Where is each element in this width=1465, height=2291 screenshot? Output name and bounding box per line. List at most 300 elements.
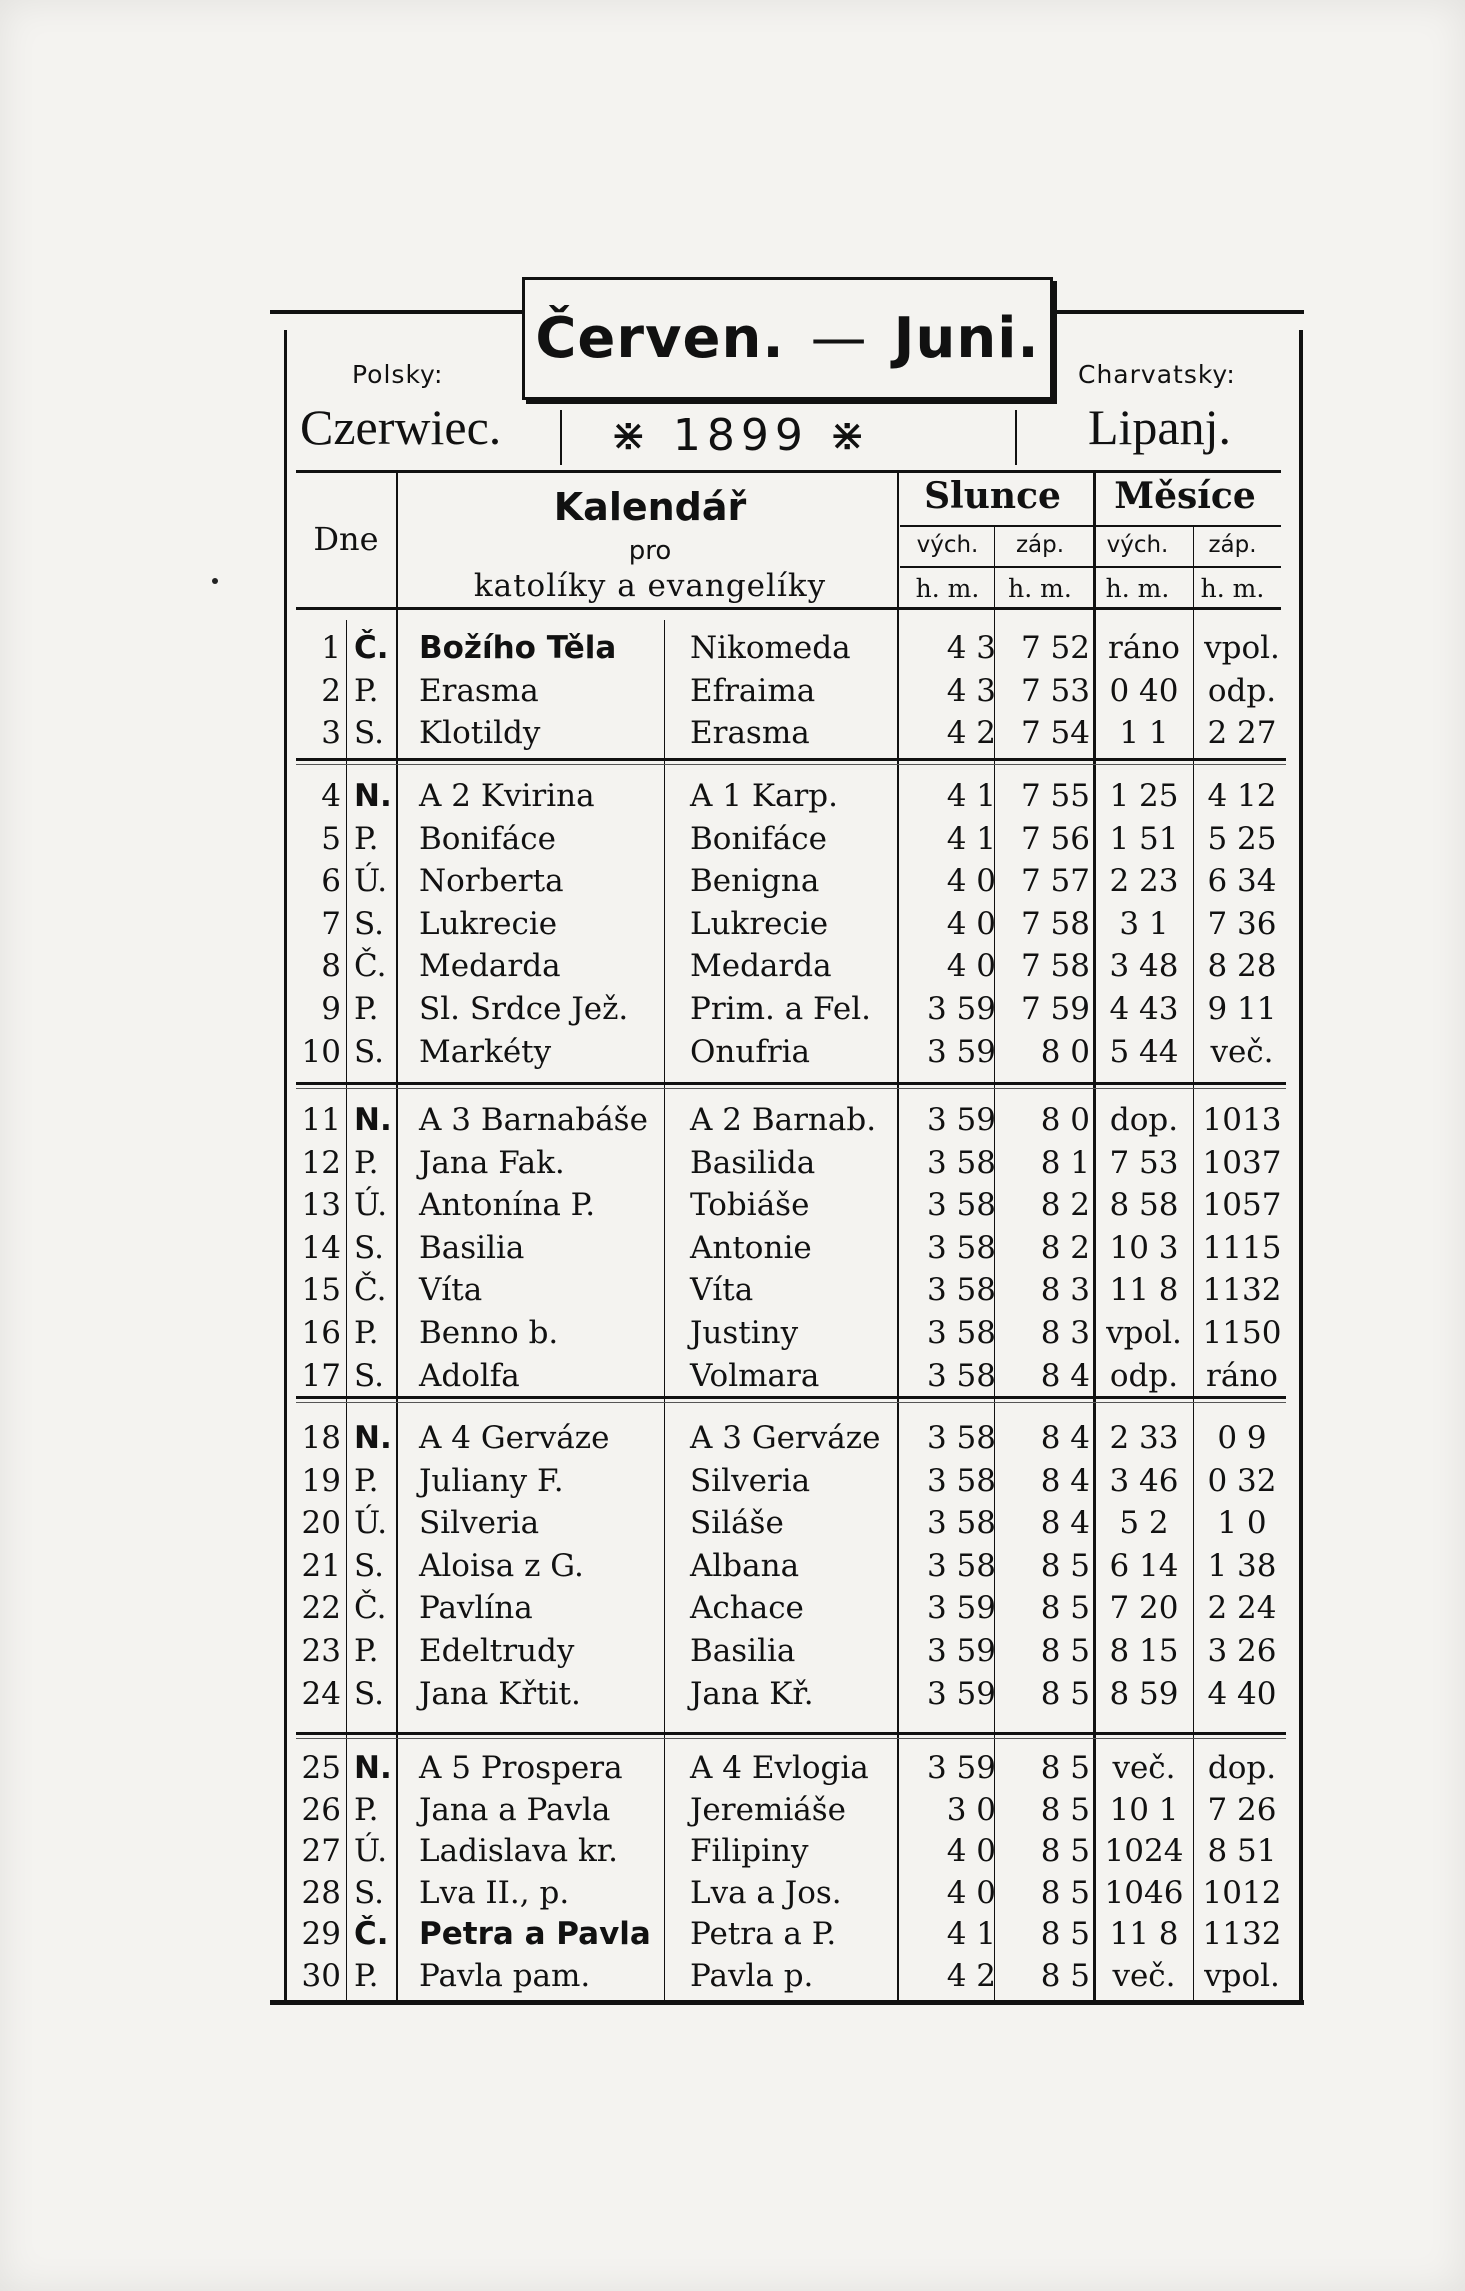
catholic-saint: A 3 Barnabáše (419, 1102, 648, 1138)
calendar-row (296, 671, 1286, 713)
moonset: 6 34 (1207, 863, 1277, 900)
weekday: P. (354, 1791, 379, 1828)
calendar-row (296, 1631, 1286, 1673)
catholic-saint: Ladislava kr. (419, 1833, 619, 1869)
calendar-row (296, 1356, 1286, 1398)
weekday: Ú. (354, 1833, 388, 1869)
day-number: 19 (301, 1462, 341, 1499)
evangelical-saint: Erasma (690, 715, 810, 751)
catholic-saint: Sl. Srdce Jež. (419, 991, 629, 1027)
evangelical-saint: Petra a P. (690, 1916, 837, 1952)
moonset: več. (1210, 1033, 1274, 1070)
year: ⋇ 1899 ⋇ (610, 410, 872, 461)
header-rule (296, 470, 1281, 473)
day-number: 14 (301, 1229, 341, 1266)
catholic-saint: Silveria (419, 1505, 540, 1542)
evangelical-saint: Nikomeda (690, 630, 851, 666)
sunset: 8 5 (1040, 1957, 1090, 1994)
catholic-saint: Petra a Pavla (419, 1916, 651, 1952)
weekday: P. (354, 820, 379, 857)
catholic-saint: Basilia (419, 1229, 525, 1266)
catholic-saint: Lukrecie (419, 905, 558, 942)
day-number: 4 (321, 778, 341, 814)
weekday: N. (354, 778, 392, 814)
week-separator (296, 758, 1286, 761)
catholic-saint: Pavla pam. (419, 1957, 591, 1994)
sun-moon-subrule (900, 525, 1281, 527)
calendar-row (296, 1461, 1286, 1503)
evangelical-saint: Achace (690, 1590, 804, 1627)
sunset: 8 4 (1040, 1357, 1090, 1394)
catholic-saint: A 4 Gerváze (419, 1420, 610, 1456)
moonset: 2 24 (1207, 1590, 1277, 1627)
sunrise: 3 59 (926, 1750, 996, 1786)
evangelical-saint: Basilida (690, 1144, 816, 1181)
sunrise: 4 3 (946, 672, 996, 709)
moonrise: 8 59 (1109, 1675, 1179, 1712)
moonrise: 2 33 (1109, 1420, 1179, 1456)
col-calendar-sub: katolíky a evangelíky (473, 568, 827, 604)
sunset: 8 2 (1040, 1187, 1090, 1224)
day-number: 13 (301, 1187, 341, 1224)
sunset: 8 4 (1040, 1420, 1090, 1456)
weekday: N. (354, 1750, 392, 1786)
evangelical-saint: Basilia (690, 1633, 796, 1669)
day-number: 24 (301, 1675, 341, 1712)
sunset: 8 5 (1040, 1547, 1090, 1584)
evangelical-saint: Medarda (690, 948, 832, 985)
moonset: ráno (1206, 1357, 1278, 1394)
sunset: 7 52 (1020, 630, 1090, 666)
moonrise: 2 23 (1109, 863, 1179, 900)
sunset: 8 4 (1040, 1505, 1090, 1542)
header-bottom-rule (296, 607, 1281, 610)
calendar-row (296, 1831, 1286, 1873)
sunset: 8 5 (1040, 1874, 1090, 1911)
unit-moon-rise: h. m. (1105, 574, 1170, 603)
moonrise: 0 40 (1109, 672, 1179, 709)
sunset: 8 5 (1040, 1590, 1090, 1627)
catholic-saint: A 2 Kvirina (419, 778, 595, 814)
moonrise: 3 46 (1109, 1462, 1179, 1499)
moonset: vpol. (1204, 630, 1280, 666)
weekday: S. (354, 1874, 384, 1911)
moonset: 1 38 (1207, 1547, 1277, 1584)
unit-sun-set: h. m. (1008, 574, 1072, 603)
evangelical-saint: Víta (690, 1272, 754, 1309)
calendar-row (296, 1100, 1286, 1142)
moonrise: 10 3 (1109, 1229, 1179, 1266)
sunrise: 3 59 (926, 1675, 996, 1712)
moonrise: 8 15 (1109, 1633, 1179, 1669)
day-number: 20 (301, 1505, 341, 1542)
sunrise: 3 58 (926, 1462, 996, 1499)
moonset: 9 11 (1207, 991, 1277, 1027)
moonset: 4 12 (1207, 778, 1277, 814)
calendar-row (296, 713, 1286, 755)
sunset: 8 2 (1040, 1229, 1090, 1266)
day-number: 10 (301, 1033, 341, 1070)
evangelical-saint: Siláše (690, 1505, 784, 1542)
calendar-row (296, 628, 1286, 670)
sunrise: 4 0 (946, 948, 996, 985)
week-separator (296, 1402, 1286, 1403)
evangelical-saint: Silveria (690, 1462, 811, 1499)
weekday: P. (354, 1315, 379, 1351)
col-sun-rise: vých. (916, 532, 979, 558)
moonset: 1013 (1202, 1102, 1282, 1138)
col-day: Dne (313, 520, 379, 558)
calendar-row (296, 1032, 1286, 1074)
week-separator (296, 1732, 1286, 1735)
evangelical-saint: Jana Kř. (690, 1675, 814, 1712)
evangelical-saint: A 1 Karp. (690, 778, 838, 814)
sunrise: 3 59 (926, 1633, 996, 1669)
day-number: 9 (321, 991, 341, 1027)
sunset: 8 3 (1040, 1315, 1090, 1351)
calendar-row (296, 1674, 1286, 1716)
weekday: S. (354, 1547, 384, 1584)
weekday: S. (354, 1357, 384, 1394)
catholic-saint: Klotildy (419, 715, 541, 751)
catholic-saint: A 5 Prospera (419, 1750, 623, 1786)
sunset: 8 5 (1040, 1675, 1090, 1712)
calendar-row (296, 946, 1286, 988)
calendar-row (296, 1588, 1286, 1630)
title-month-de: Juni. (893, 306, 1040, 371)
evangelical-saint: Tobiáše (690, 1187, 810, 1224)
sunrise: 3 0 (946, 1791, 996, 1828)
sunset: 7 53 (1020, 672, 1090, 709)
stray-dot (212, 578, 218, 584)
sunrise: 4 3 (946, 630, 996, 666)
week-separator (296, 764, 1286, 765)
day-number: 8 (321, 948, 341, 985)
moonset: vpol. (1204, 1957, 1280, 1994)
weekday: S. (354, 715, 384, 751)
catholic-saint: Jana Fak. (419, 1144, 565, 1181)
table-bottom-rule (270, 2000, 1304, 2005)
moonrise: več. (1112, 1750, 1176, 1786)
weekday: Č. (354, 1916, 389, 1952)
moonrise: 5 44 (1109, 1033, 1179, 1070)
sunrise: 3 58 (926, 1229, 996, 1266)
catholic-saint: Adolfa (419, 1357, 520, 1394)
calendar-row (296, 776, 1286, 818)
moonset: 1132 (1202, 1272, 1282, 1309)
day-number: 29 (301, 1916, 341, 1952)
croatian-month: Lipanj. (1088, 399, 1232, 455)
moonrise: 4 43 (1109, 991, 1179, 1027)
sunset: 8 5 (1040, 1633, 1090, 1669)
title-box (522, 277, 1053, 400)
catholic-saint: Juliany F. (419, 1462, 564, 1499)
weekday: P. (354, 1144, 379, 1181)
calendar-row (296, 1270, 1286, 1312)
moonrise: 11 8 (1109, 1272, 1179, 1309)
moonrise: 7 20 (1109, 1590, 1179, 1627)
catholic-saint: Medarda (419, 948, 561, 985)
evangelical-saint: Jeremiáše (690, 1791, 846, 1828)
evangelical-saint: Onufria (690, 1033, 811, 1070)
sunrise: 4 2 (946, 715, 996, 751)
moonset: 1150 (1202, 1315, 1282, 1351)
calendar-row (296, 1748, 1286, 1790)
day-number: 28 (301, 1874, 341, 1911)
sunrise: 4 1 (946, 820, 996, 857)
calendar-row (296, 1313, 1286, 1355)
polish-month: Czerwiec. (300, 399, 502, 455)
moonrise: odp. (1109, 1357, 1179, 1394)
sunrise: 3 59 (926, 1033, 996, 1070)
sunset: 8 5 (1040, 1916, 1090, 1952)
moonset: 7 26 (1207, 1791, 1277, 1828)
sunset: 8 5 (1040, 1750, 1090, 1786)
sunset: 7 59 (1020, 991, 1090, 1027)
sunrise: 3 59 (926, 1590, 996, 1627)
moonrise: več. (1112, 1957, 1176, 1994)
sunset: 8 5 (1040, 1833, 1090, 1869)
day-number: 17 (301, 1357, 341, 1394)
moonset: 4 40 (1207, 1675, 1277, 1712)
evangelical-saint: Lva a Jos. (690, 1874, 842, 1911)
sunset: 8 0 (1040, 1102, 1090, 1138)
weekday: Č. (354, 1272, 387, 1309)
day-number: 22 (301, 1590, 341, 1627)
evangelical-saint: Lukrecie (690, 905, 829, 942)
moonset: 0 9 (1217, 1420, 1267, 1456)
weekday: P. (354, 1957, 379, 1994)
moonrise: 1 25 (1109, 778, 1179, 814)
sunrise: 3 58 (926, 1357, 996, 1394)
sunrise: 4 0 (946, 863, 996, 900)
title-month-cz: Červen. (535, 306, 785, 371)
polish-label: Polsky: (352, 360, 444, 389)
day-number: 21 (301, 1547, 341, 1584)
moonset: 5 25 (1207, 820, 1277, 857)
moonset: 1037 (1202, 1144, 1282, 1181)
calendar-row (296, 1418, 1286, 1460)
day-number: 5 (321, 820, 341, 857)
calendar-row (296, 1228, 1286, 1270)
sunset: 7 57 (1020, 863, 1090, 900)
calendar-row (296, 904, 1286, 946)
sunrise: 3 58 (926, 1272, 996, 1309)
catholic-saint: Norberta (419, 863, 564, 900)
day-number: 6 (321, 863, 341, 900)
unit-subrule (900, 566, 1281, 568)
weekday: P. (354, 1633, 379, 1669)
catholic-saint: Bonifáce (419, 820, 556, 857)
top-rule-right (1047, 310, 1304, 314)
weekday: N. (354, 1102, 392, 1138)
sunset: 8 5 (1040, 1791, 1090, 1828)
moonset: 7 36 (1207, 905, 1277, 942)
sunrise: 4 0 (946, 1874, 996, 1911)
catholic-saint: Pavlína (419, 1590, 533, 1627)
catholic-saint: Lva II., p. (419, 1874, 570, 1911)
year-rule-left (560, 410, 562, 465)
calendar-row (296, 1790, 1286, 1832)
sunset: 8 3 (1040, 1272, 1090, 1309)
sunset: 7 58 (1020, 948, 1090, 985)
sunrise: 4 0 (946, 1833, 996, 1869)
day-number: 15 (301, 1272, 341, 1309)
weekday: P. (354, 672, 379, 709)
moonrise: ráno (1108, 630, 1180, 666)
col-calendar-pro: pro (628, 536, 672, 566)
day-number: 25 (301, 1750, 341, 1786)
sunrise: 4 1 (946, 1916, 996, 1952)
sunrise: 3 58 (926, 1420, 996, 1456)
sunset: 7 54 (1020, 715, 1090, 751)
moonrise: 5 2 (1119, 1505, 1169, 1542)
evangelical-saint: Volmara (690, 1357, 820, 1394)
moonrise: 10 1 (1109, 1791, 1179, 1828)
sunset: 8 4 (1040, 1462, 1090, 1499)
sunrise: 3 58 (926, 1505, 996, 1542)
catholic-saint: Aloisa z G. (419, 1547, 584, 1584)
day-number: 27 (301, 1833, 341, 1869)
moonset: 1057 (1202, 1187, 1282, 1224)
moonset: 2 27 (1207, 715, 1277, 751)
evangelical-saint: Bonifáce (690, 820, 827, 857)
moonrise: 8 58 (1109, 1187, 1179, 1224)
day-number: 18 (301, 1420, 341, 1456)
week-separator (296, 1082, 1286, 1085)
catholic-saint: Benno b. (419, 1315, 559, 1351)
moonrise: 1046 (1104, 1874, 1184, 1911)
evangelical-saint: A 4 Evlogia (690, 1750, 869, 1786)
day-number: 30 (301, 1957, 341, 1994)
top-rule-left (270, 310, 522, 314)
col-sun-set: záp. (1015, 532, 1065, 558)
sunrise: 3 58 (926, 1187, 996, 1224)
weekday: Č. (354, 630, 389, 666)
week-separator (296, 1088, 1286, 1089)
moonrise: 1 51 (1109, 820, 1179, 857)
moonset: 0 32 (1207, 1462, 1277, 1499)
moonrise: 3 1 (1119, 905, 1169, 942)
moonset: dop. (1207, 1750, 1277, 1786)
moonrise: 1 1 (1119, 715, 1169, 751)
calendar-row (296, 1185, 1286, 1227)
catholic-saint: Markéty (419, 1033, 552, 1070)
moonset: 8 28 (1207, 948, 1277, 985)
evangelical-saint: Pavla p. (690, 1957, 814, 1994)
moonset: 1132 (1202, 1916, 1282, 1952)
weekday: P. (354, 991, 379, 1027)
weekday: S. (354, 1675, 384, 1712)
evangelical-saint: Prim. a Fel. (690, 991, 871, 1027)
catholic-saint: Jana Křtit. (419, 1675, 581, 1712)
weekday: Č. (354, 948, 387, 985)
catholic-saint: Víta (419, 1272, 483, 1309)
sunrise: 3 58 (926, 1315, 996, 1351)
catholic-saint: Božího Těla (419, 630, 617, 666)
calendar-row (296, 1503, 1286, 1545)
weekday: Ú. (354, 1505, 388, 1542)
unit-sun-rise: h. m. (915, 574, 980, 603)
calendar-row (296, 1873, 1286, 1915)
col-moon-set: záp. (1208, 532, 1257, 558)
day-number: 7 (321, 905, 341, 942)
moonset: 1012 (1202, 1874, 1282, 1911)
croatian-label: Charvatsky: (1078, 360, 1236, 389)
moonset: 3 26 (1207, 1633, 1277, 1669)
catholic-saint: Jana a Pavla (419, 1791, 611, 1828)
evangelical-saint: Antonie (690, 1229, 812, 1266)
sunrise: 4 1 (946, 778, 996, 814)
moonrise: 3 48 (1109, 948, 1179, 985)
col-calendar-title: Kalendář (553, 485, 747, 529)
evangelical-saint: A 3 Gerváze (690, 1420, 881, 1456)
calendar-row (296, 1143, 1286, 1185)
moonrise: 1024 (1104, 1833, 1184, 1869)
sunset: 7 56 (1020, 820, 1090, 857)
moonset: odp. (1207, 672, 1277, 709)
sunset: 7 58 (1020, 905, 1090, 942)
sunrise: 3 59 (926, 1102, 996, 1138)
weekday: N. (354, 1420, 392, 1456)
day-number: 11 (301, 1102, 341, 1138)
evangelical-saint: Efraima (690, 672, 816, 709)
moonset: 8 51 (1207, 1833, 1277, 1869)
unit-moon-set: h. m. (1200, 574, 1265, 603)
sunset: 8 0 (1040, 1033, 1090, 1070)
weekday: Ú. (354, 863, 388, 900)
sunrise: 3 58 (926, 1144, 996, 1181)
col-sun: Slunce (924, 475, 1061, 517)
weekday: Ú. (354, 1187, 388, 1224)
day-number: 1 (321, 630, 341, 666)
sunrise: 3 59 (926, 991, 996, 1027)
moonset: 1115 (1202, 1229, 1282, 1266)
weekday: S. (354, 905, 384, 942)
day-number: 2 (321, 672, 341, 709)
calendar-row (296, 861, 1286, 903)
calendar-row (296, 1546, 1286, 1588)
calendar-row (296, 989, 1286, 1031)
sunrise: 4 2 (946, 1957, 996, 1994)
moonrise: vpol. (1106, 1315, 1182, 1351)
weekday: S. (354, 1033, 384, 1070)
evangelical-saint: Justiny (690, 1315, 799, 1351)
calendar-row (296, 1914, 1286, 1956)
weekday: S. (354, 1229, 384, 1266)
sunrise: 3 58 (926, 1547, 996, 1584)
day-number: 3 (321, 715, 341, 751)
catholic-saint: Edeltrudy (419, 1633, 575, 1669)
day-number: 16 (301, 1315, 341, 1351)
evangelical-saint: Filipiny (690, 1833, 809, 1869)
moonset: 1 0 (1217, 1505, 1267, 1542)
title-dash: — (810, 306, 868, 371)
evangelical-saint: A 2 Barnab. (690, 1102, 877, 1138)
week-separator (296, 1738, 1286, 1739)
weekday: P. (354, 1462, 379, 1499)
sunset: 7 55 (1020, 778, 1090, 814)
sunset: 8 1 (1040, 1144, 1090, 1181)
moonrise: 6 14 (1109, 1547, 1179, 1584)
day-number: 23 (301, 1633, 341, 1669)
year-rule-right (1015, 410, 1017, 465)
catholic-saint: Antonína P. (419, 1187, 596, 1224)
moonrise: dop. (1109, 1102, 1179, 1138)
day-number: 26 (301, 1791, 341, 1828)
moonrise: 11 8 (1109, 1916, 1179, 1952)
weekday: Č. (354, 1590, 387, 1627)
